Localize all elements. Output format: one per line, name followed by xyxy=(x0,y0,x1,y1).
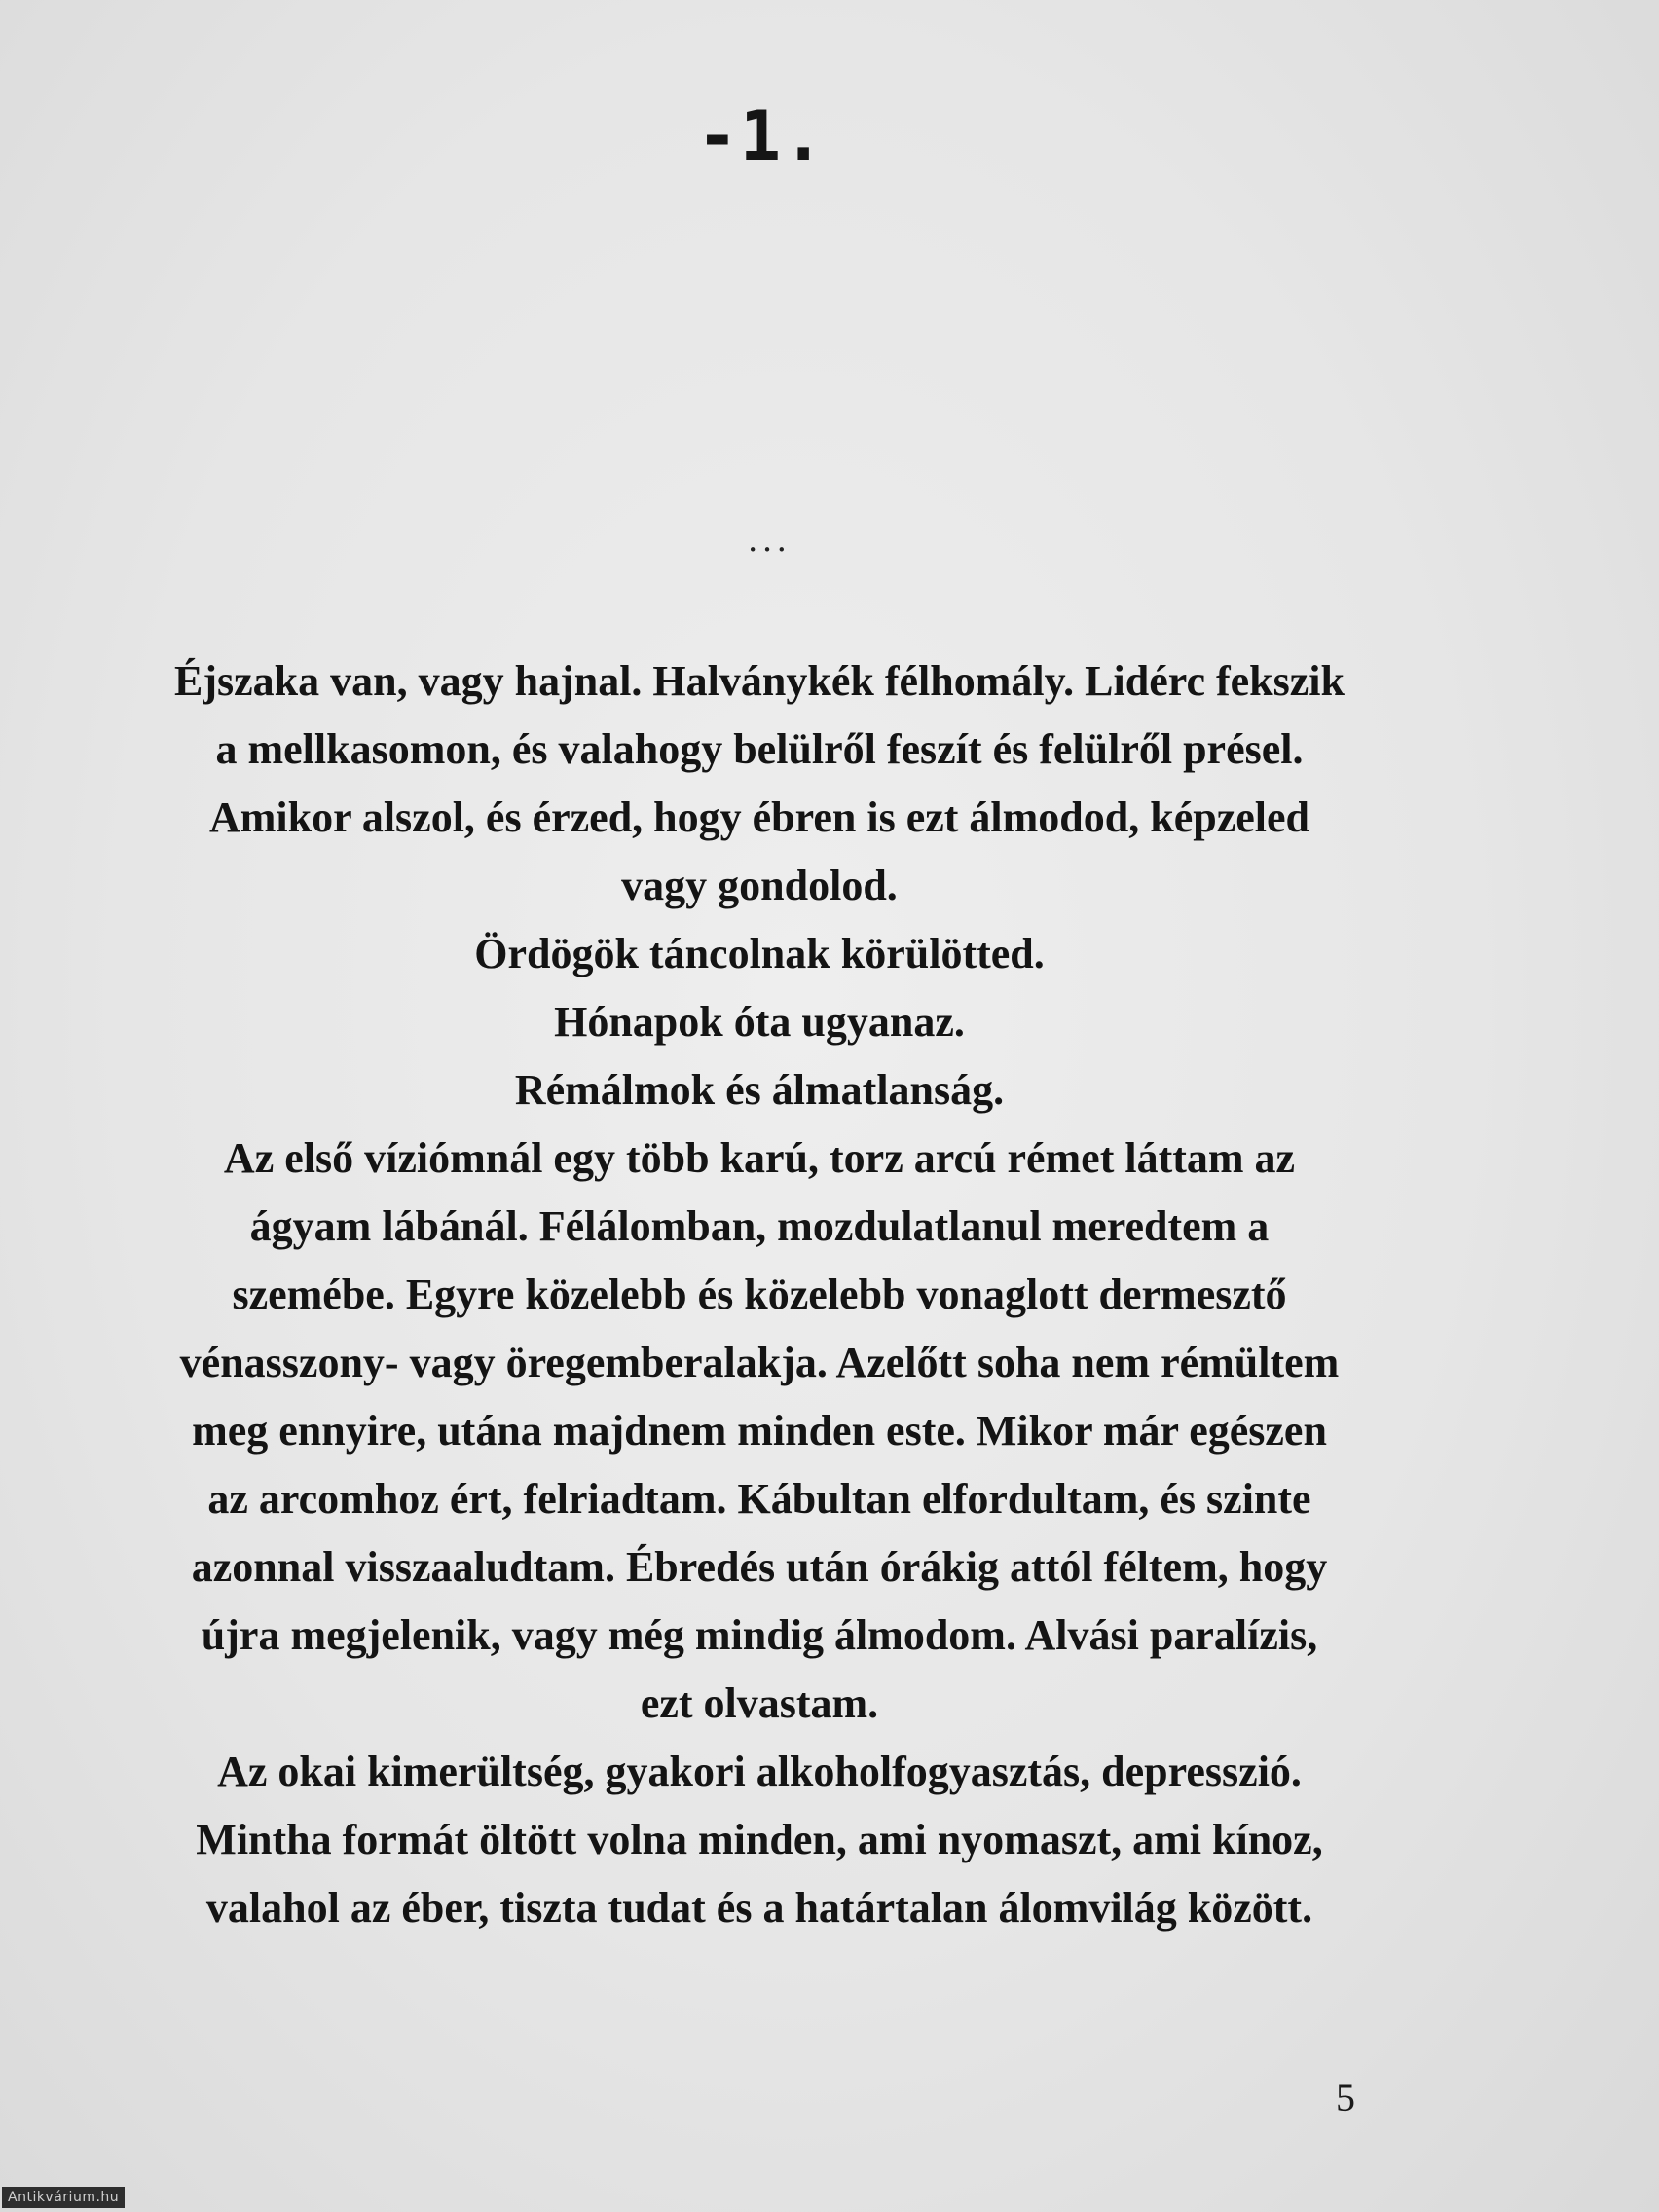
text-line: meg ennyire, utána majdnem minden este. Mikor már egészen xyxy=(192,1407,1327,1455)
text-line: Hónapok óta ugyanaz. xyxy=(554,998,965,1046)
chapter-heading: -1. xyxy=(696,96,827,176)
text-line: a mellkasomon, és valahogy belülről feszít és felülről présel. xyxy=(215,725,1304,773)
text-line: szemébe. Egyre közelebb és közelebb vonaglott dermesztő xyxy=(232,1271,1287,1318)
text-line: vagy gondolod. xyxy=(621,862,898,909)
watermark: Antikvárium.hu xyxy=(2,2187,125,2208)
text-line: Éjszaka van, vagy hajnal. Halványkék félhomály. Lidérc fekszik xyxy=(174,657,1345,705)
text-line: Az okai kimerültség, gyakori alkoholfogyasztás, depresszió. xyxy=(217,1748,1302,1795)
text-line: ágyam lábánál. Félálomban, mozdulatlanul meredtem a xyxy=(249,1202,1270,1250)
text-line: Rémálmok és álmatlanság. xyxy=(514,1066,1005,1114)
text-line: ezt olvastam. xyxy=(640,1679,879,1727)
text-line: valahol az éber, tiszta tudat és a határtalan álomvilág között. xyxy=(205,1884,1313,1932)
section-separator: ... xyxy=(747,521,792,560)
text-line: Amikor alszol, és érzed, hogy ébren is ezt álmodod, képzeled xyxy=(208,793,1310,841)
text-line: azonnal visszaaludtam. Ébredés után órákig attól féltem, hogy xyxy=(191,1543,1328,1591)
text-line: újra megjelenik, vagy még mindig álmodom. Alvási paralízis, xyxy=(201,1611,1318,1659)
body-text xyxy=(136,647,1382,1942)
text-line: az arcomhoz ért, felriadtam. Kábultan elfordultam, és szinte xyxy=(207,1475,1311,1523)
text-line: vénasszony- vagy öregemberalakja. Azelőtt soha nem rémültem xyxy=(179,1339,1340,1386)
text-line: Az első víziómnál egy több karú, torz arcú rémet láttam az xyxy=(223,1134,1296,1182)
text-line: Mintha formát öltött volna minden, ami nyomaszt, ami kínoz, xyxy=(196,1816,1323,1863)
page-number: 5 xyxy=(1336,2076,1355,2120)
text-line: Ördögök táncolnak körülötted. xyxy=(474,930,1045,977)
